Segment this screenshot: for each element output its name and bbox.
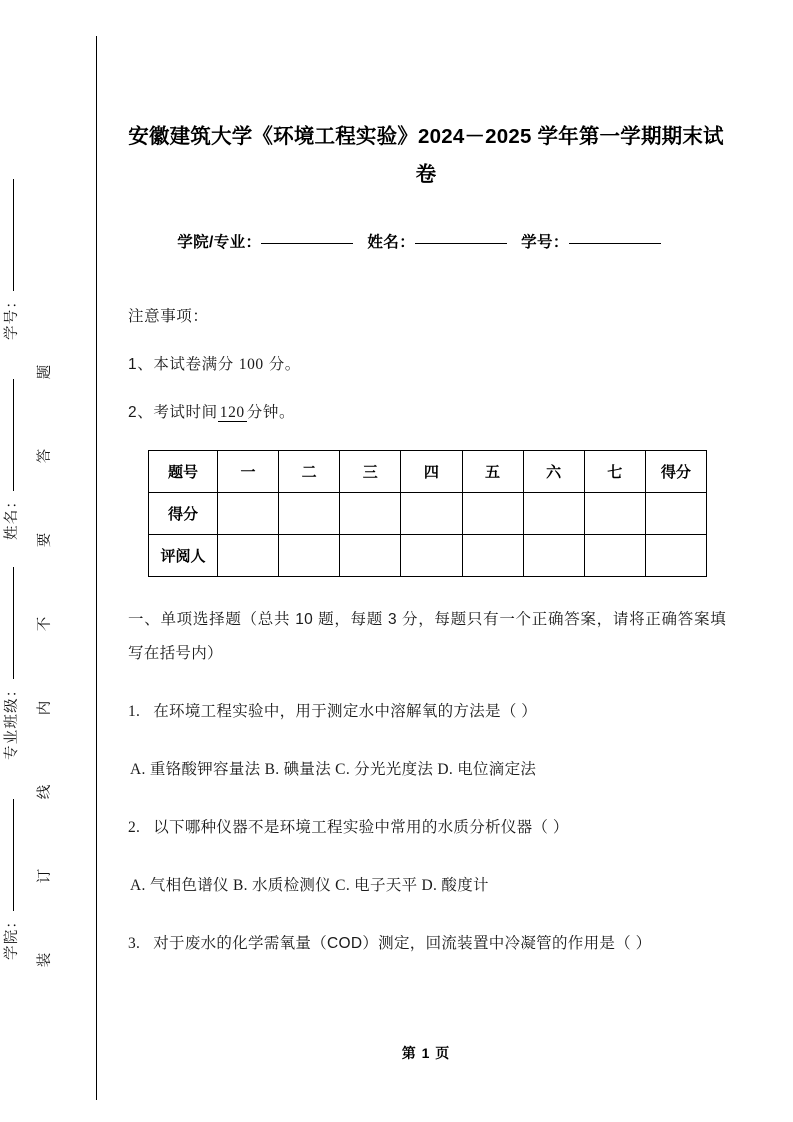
- table-cell[interactable]: [523, 535, 584, 577]
- table-cell[interactable]: [462, 493, 523, 535]
- table-cell[interactable]: [279, 535, 340, 577]
- table-cell: 六: [523, 451, 584, 493]
- note-item-2-suffix: 分钟。: [246, 404, 296, 421]
- binding-notice-char: 要: [37, 532, 53, 548]
- table-row: [149, 451, 707, 493]
- name-label: 姓名：: [367, 234, 416, 251]
- question-2-options: [128, 845, 726, 903]
- table-cell[interactable]: [462, 535, 523, 577]
- table-cell[interactable]: [584, 493, 645, 535]
- binding-label-college: [0, 720, 21, 960]
- note-item-2-prefix: 2、考试时间: [128, 404, 218, 421]
- student-info-line: [126, 194, 726, 252]
- table-cell[interactable]: [401, 493, 462, 535]
- table-cell[interactable]: [340, 535, 401, 577]
- binding-notice-char: 线: [37, 784, 53, 800]
- page-title: 安徽建筑大学《环境工程实验》2024－2025 学年第一学期期末试卷: [128, 125, 724, 186]
- note-item-1-prefix: 1、本试卷满分: [128, 356, 239, 373]
- binding-label-text: 专业班级：: [4, 681, 20, 760]
- table-cell[interactable]: [645, 535, 706, 577]
- college-major-blank[interactable]: [261, 243, 353, 244]
- question-2-stem: [128, 787, 726, 845]
- table-row: [149, 535, 707, 577]
- table-cell[interactable]: [584, 535, 645, 577]
- table-cell: 四: [401, 451, 462, 493]
- student-id-field: [521, 234, 661, 251]
- question-3-stem: [128, 903, 726, 961]
- binding-label-text: 学院：: [4, 912, 20, 960]
- table-cell[interactable]: [218, 493, 279, 535]
- note-item-1: [128, 326, 726, 374]
- binding-blank-line: [13, 799, 14, 911]
- table-cell[interactable]: [279, 493, 340, 535]
- binding-blank-line: [13, 568, 14, 680]
- section-1-heading: 一、单项选择题（总共 10 题，每题 3 分，每题只有一个正确答案，请将正确答案填写在括号内）: [128, 611, 726, 662]
- table-cell[interactable]: [218, 535, 279, 577]
- binding-notice-char: 内: [37, 700, 53, 716]
- binding-notice-char: 不: [37, 616, 53, 632]
- binding-notice-column: [37, 330, 90, 1002]
- binding-notice-char: 题: [37, 364, 53, 380]
- name-blank[interactable]: [415, 243, 507, 244]
- table-cell[interactable]: [401, 535, 462, 577]
- binding-label-text: 学号：: [4, 292, 20, 340]
- content-column: [126, 0, 726, 1122]
- table-cell[interactable]: [340, 493, 401, 535]
- table-row: [149, 493, 707, 535]
- note-item-2: [128, 374, 726, 422]
- table-cell: 五: [462, 451, 523, 493]
- binding-notice-char: 订: [37, 868, 53, 884]
- table-cell[interactable]: [645, 493, 706, 535]
- question-2-number: 2.: [128, 819, 141, 836]
- question-1-options: [128, 729, 726, 787]
- note-item-1-suffix: 分。: [263, 356, 301, 373]
- notes-block: [126, 252, 726, 422]
- question-2-options-text: A. 气相色谱仪 B. 水质检测仪 C. 电子天平 D. 酸度计: [130, 877, 489, 894]
- exam-duration-value: 120: [219, 404, 245, 421]
- binding-margin: [0, 0, 110, 1122]
- table-cell[interactable]: [523, 493, 584, 535]
- table-cell: 一: [218, 451, 279, 493]
- total-score-value: 100: [238, 356, 264, 373]
- college-major-field: [177, 234, 353, 251]
- table-cell: 三: [340, 451, 401, 493]
- question-1-number: 1.: [128, 703, 141, 720]
- student-id-label: 学号：: [521, 234, 569, 251]
- page-footer: 第 1 页: [401, 1045, 451, 1061]
- binding-notice-char: 答: [37, 448, 53, 464]
- score-table: [148, 450, 707, 577]
- question-3-text: 对于废水的化学需氧量（COD）测定，回流装置中冷凝管的作用是（ ）: [153, 935, 652, 952]
- table-cell: 得分: [149, 493, 218, 535]
- binding-notice-char: 装: [37, 952, 53, 968]
- student-id-blank[interactable]: [569, 243, 661, 244]
- college-major-label: 学院/专业：: [177, 234, 262, 251]
- binding-label-student-name: [0, 300, 21, 540]
- name-field: [367, 234, 507, 251]
- binding-vertical-rule: [96, 36, 97, 1100]
- binding-label-text: 姓名：: [4, 492, 20, 540]
- question-1-stem: [128, 671, 726, 729]
- table-cell: 二: [279, 451, 340, 493]
- question-2-text: 以下哪种仪器不是环境工程实验中常用的水质分析仪器（ ）: [153, 819, 569, 836]
- question-3-number: 3.: [128, 935, 141, 952]
- question-1-options-text: A. 重铬酸钾容量法 B. 碘量法 C. 分光光度法 D. 电位滴定法: [130, 761, 537, 778]
- binding-blank-line: [13, 179, 14, 291]
- notes-heading: 注意事项：: [128, 308, 209, 325]
- question-1-text: 在环境工程实验中，用于测定水中溶解氧的方法是（ ）: [153, 703, 538, 720]
- table-cell: 七: [584, 451, 645, 493]
- table-cell: 评阅人: [149, 535, 218, 577]
- binding-blank-line: [13, 379, 14, 491]
- table-cell: 题号: [149, 451, 218, 493]
- table-cell: 得分: [645, 451, 706, 493]
